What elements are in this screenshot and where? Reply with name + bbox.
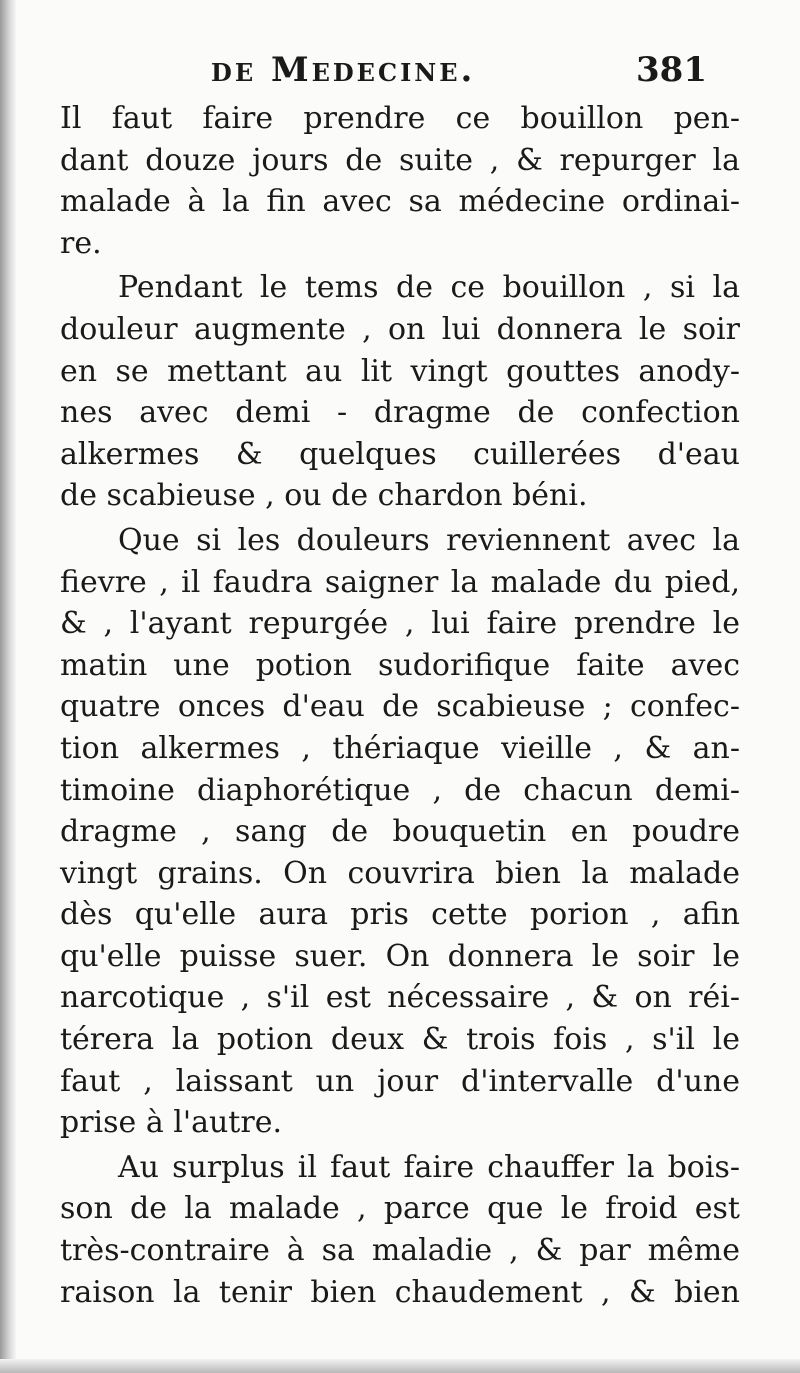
running-title: de Medecine. — [211, 50, 476, 90]
text-line: vingt grains. On couvrira bien la malade — [60, 855, 740, 891]
text-line: dès qu'elle aura pris cette porion , afin — [60, 897, 740, 933]
text-line: très-contraire à sa maladie , & par même — [60, 1233, 740, 1269]
text-line: re. — [60, 225, 102, 261]
paragraph — [60, 1147, 740, 1313]
text-line: matin une potion sudorifique faite avec — [60, 647, 740, 683]
text-line: faut , laissant un jour d'intervalle d'une — [60, 1063, 740, 1099]
text-line: Que si les douleurs reviennent avec la — [118, 522, 740, 558]
page-number: 381 — [636, 50, 707, 90]
text-line: térera la potion deux & trois fois , s'il le — [60, 1022, 740, 1058]
text-line: dant douze jours de suite , & repurger la — [60, 142, 740, 178]
book-page — [16, 0, 800, 1359]
scan-edge-shadow — [0, 0, 16, 1373]
paragraph — [60, 267, 740, 517]
text-line: raison la tenir bien chaudement , & bien — [60, 1274, 740, 1310]
text-line: timoine diaphorétique , de chacun demi- — [60, 772, 740, 808]
text-line: quatre onces d'eau de scabieuse ; confec- — [60, 689, 740, 725]
text-line: en se mettant au lit vingt gouttes anody- — [60, 353, 740, 389]
text-line: Pendant le tems de ce bouillon , si la — [118, 270, 740, 306]
text-line: narcotique , s'il est nécessaire , & on réi- — [60, 980, 740, 1016]
text-line: Au surplus il faut faire chauffer la bois- — [118, 1149, 740, 1185]
scan-bottom-shadow — [0, 1359, 800, 1373]
text-line: alkermes & quelques cuillerées d'eau — [60, 436, 740, 472]
text-line: dragme , sang de bouquetin en poudre — [60, 814, 740, 850]
text-line: & , l'ayant repurgée , lui faire prendre le — [60, 606, 740, 642]
paragraph — [60, 98, 740, 264]
text-line: prise à l'autre. — [60, 1105, 282, 1141]
text-line: tion alkermes , thériaque vieille , & an- — [60, 730, 740, 766]
text-line: qu'elle puisse suer. On donnera le soir le — [60, 938, 740, 974]
text-line: Il faut faire prendre ce bouillon pen- — [60, 101, 740, 136]
text-line: de scabieuse , ou de chardon béni. — [60, 478, 588, 514]
text-line: malade à la fin avec sa médecine ordinai- — [60, 184, 740, 220]
page-header — [16, 50, 800, 100]
body-text — [60, 98, 740, 1313]
text-line: nes avec demi - dragme de confection — [60, 395, 740, 431]
text-line: fievre , il faudra saigner la malade du pied, — [60, 564, 740, 600]
text-line: douleur augmente , on lui donnera le soir — [60, 311, 740, 347]
text-line: son de la malade , parce que le froid est — [60, 1191, 740, 1227]
paragraph — [60, 520, 740, 1144]
